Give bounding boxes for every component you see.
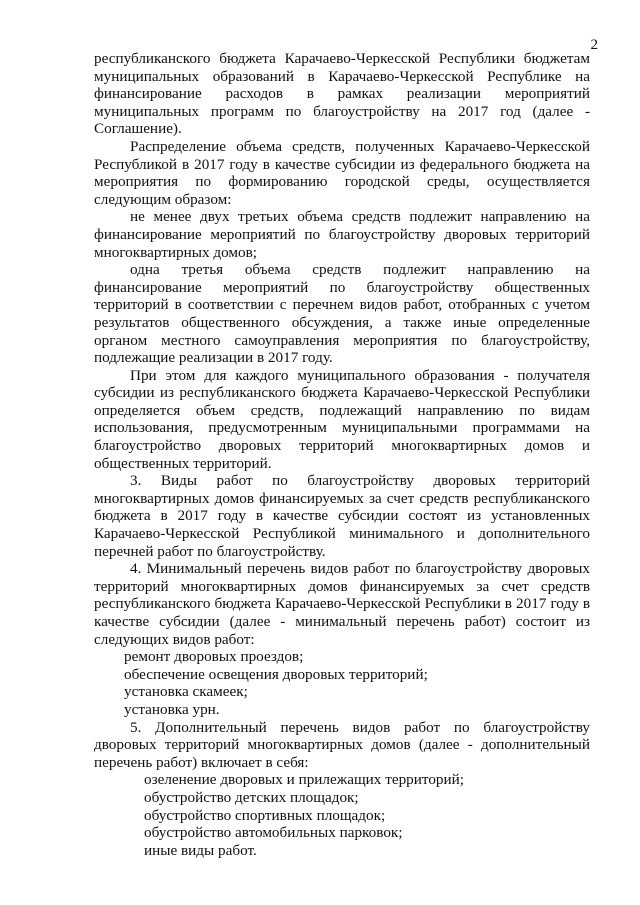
page-number: 2 [590, 37, 598, 53]
paragraph-agreement: республиканского бюджета Карачаево-Черкесской Республики бюджетам муниципальных образований в Карачаево-Черкесской Республике на финансирование расходов в рамках реализации мероприятий муниципальных программ по благоустройству на 2017 год (далее - Соглашение). [94, 50, 590, 138]
paragraph-distribution: Распределение объема средств, полученных Карачаево-Черкесской Республикой в 2017 году в качестве субсидии из федерального бюджета на мероприятия по формированию городской среды, осуществляется следующим образом: [94, 137, 590, 208]
list-item: озеленение дворовых и прилежащих территорий; [144, 771, 464, 789]
list-item: обеспечение освещения дворовых территорий; [124, 665, 428, 683]
minimal-works-list [94, 648, 590, 718]
list-item: обустройство спортивных площадок; [144, 806, 386, 824]
list-item: обустройство детских площадок; [144, 788, 359, 806]
additional-works-list [94, 771, 590, 859]
document-body [94, 50, 590, 859]
paragraph-section-3: 3. Виды работ по благоустройству дворовых территорий многоквартирных домов финансируемых за счет средств республиканского бюджета в 2017 году в качестве субсидии состоят из установленных Карачаево-Черкесской Республикой минимального и дополнительного перечней работ по благоустройству. [94, 472, 590, 560]
paragraph-section-5: 5. Дополнительный перечень видов работ по благоустройству дворовых территорий многоквартирных домов (далее - дополнительный перечень работ) включает в себя: [94, 718, 590, 771]
list-item: обустройство автомобильных парковок; [144, 824, 403, 842]
paragraph-municipal-allocation: При этом для каждого муниципального образования - получателя субсидии из республиканского бюджета Карачаево-Черкесской Республики определяется объем средств, подлежащий направлению по видам использования, предусмотренным муниципальными программами на благоустройство дворовых территорий многоквартирных домов и общественных территорий. [94, 366, 590, 472]
paragraph-section-4: 4. Минимальный перечень видов работ по благоустройству дворовых территорий многоквартирных домов финансируемых за счет средств республиканского бюджета Карачаево-Черкесской Республики в 2017 году в качестве субсидии (далее - минимальный перечень работ) состоит из следующих видов работ: [94, 560, 590, 648]
paragraph-two-thirds: не менее двух третьих объема средств подлежит направлению на финансирование мероприятий по благоустройству дворовых территорий многоквартирных домов; [94, 208, 590, 261]
list-item: установка урн. [124, 700, 220, 718]
list-item: установка скамеек; [124, 683, 248, 701]
list-item: иные виды работ. [144, 841, 257, 859]
list-item: ремонт дворовых проездов; [124, 648, 304, 666]
paragraph-one-third: одна третья объема средств подлежит направлению на финансирование мероприятий по благоустройству общественных территорий в соответствии с перечнем видов работ, отобранных с учетом результатов общественного обсуждения, а также иные определенные органом местного самоуправления мероприятия по благоустройству, подлежащие реализации в 2017 году. [94, 261, 590, 367]
